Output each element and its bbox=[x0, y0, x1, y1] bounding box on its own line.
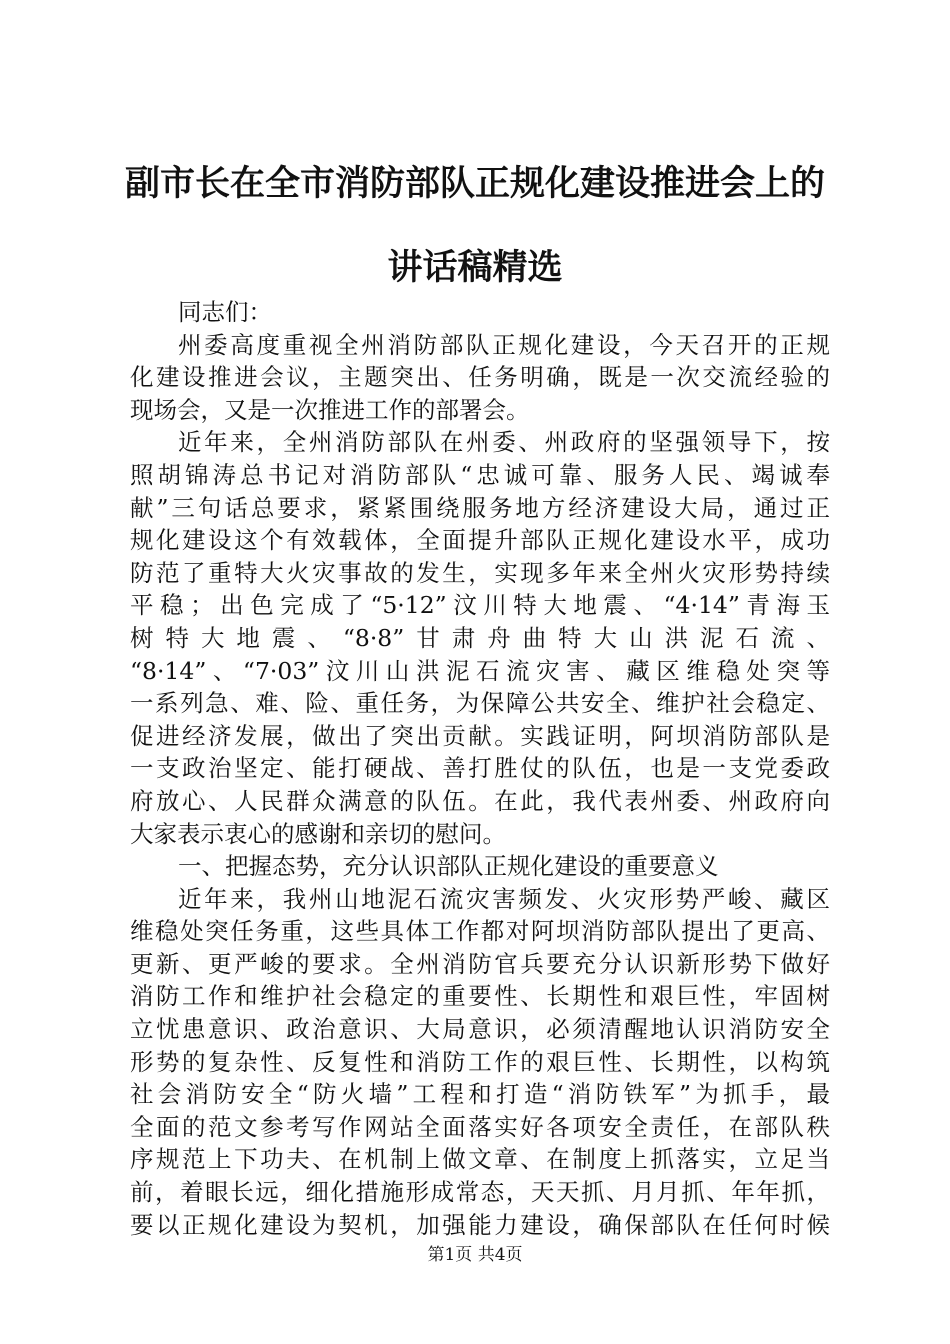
text-line: 照胡锦涛总书记对消防部队“忠诚可靠、服务人民、竭诚奉 bbox=[130, 460, 830, 489]
text-line: 维稳处突任务重，这些具体工作都对阿坝消防部队提出了更高、 bbox=[130, 917, 830, 946]
text-line: 现场会，又是一次推进工作的部署会。 bbox=[130, 395, 530, 424]
page-number-footer: 第1页 共4页 bbox=[427, 1245, 523, 1265]
text-line: 同志们： bbox=[178, 298, 272, 326]
text-line: 全面的范文参考写作网站全面落实好各项安全责任，在部队秩 bbox=[130, 1112, 830, 1141]
document-title-line-1: 副市长在全市消防部队正规化建设推进会上的 bbox=[124, 164, 825, 204]
text-line: 化建设推进会议，主题突出、任务明确，既是一次交流经验的 bbox=[130, 363, 830, 392]
text-line: 州委高度重视全州消防部队正规化建设，今天召开的正规 bbox=[178, 330, 830, 359]
text-line: 树特大地震、“8·8”甘肃舟曲特大山洪泥石流、 bbox=[130, 623, 830, 652]
text-line: 一系列急、难、险、重任务，为保障公共安全、维护社会稳定、 bbox=[130, 689, 830, 718]
text-line: 要以正规化建设为契机，加强能力建设，确保部队在任何时候 bbox=[130, 1210, 830, 1239]
text-line: 防范了重特大火灾事故的发生，实现多年来全州火灾形势持续 bbox=[130, 558, 830, 587]
text-line: 更新、更严峻的要求。全州消防官兵要充分认识新形势下做好 bbox=[130, 949, 830, 978]
document-body bbox=[130, 296, 830, 1241]
text-line: 平稳；出色完成了“5·12”汶川特大地震、“4·14”青海玉 bbox=[130, 591, 830, 620]
document-title-line-2: 讲话稿精选 bbox=[387, 248, 563, 288]
text-line: 近年来，我州山地泥石流灾害频发、火灾形势严峻、藏区 bbox=[178, 884, 830, 913]
section-heading: 一、把握态势，充分认识部队正规化建设的重要意义 bbox=[178, 852, 719, 881]
text-line: 消防工作和维护社会稳定的重要性、长期性和艰巨性，牢固树 bbox=[130, 982, 830, 1011]
text-line: 献”三句话总要求，紧紧围绕服务地方经济建设大局，通过正 bbox=[130, 493, 830, 522]
text-line: 规化建设这个有效载体，全面提升部队正规化建设水平，成功 bbox=[130, 526, 830, 555]
text-line: 大家表示衷心的感谢和亲切的慰问。 bbox=[130, 819, 506, 848]
text-line: 序规范上下功夫、在机制上做文章、在制度上抓落实，立足当 bbox=[130, 1145, 830, 1174]
text-line: 府放心、人民群众满意的队伍。在此，我代表州委、州政府向 bbox=[130, 786, 830, 815]
text-line: “8·14”、“7·03”汶川山洪泥石流灾害、藏区维稳处突等 bbox=[130, 656, 830, 685]
text-line: 促进经济发展，做出了突出贡献。实践证明，阿坝消防部队是 bbox=[130, 721, 830, 750]
text-line: 一支政治坚定、能打硬战、善打胜仗的队伍，也是一支党委政 bbox=[130, 754, 830, 783]
text-line: 近年来，全州消防部队在州委、州政府的坚强领导下，按 bbox=[178, 428, 830, 457]
text-line: 社会消防安全“防火墙”工程和打造“消防铁军”为抓手，最 bbox=[130, 1080, 830, 1109]
text-line: 前，着眼长远，细化措施形成常态，天天抓、月月抓、年年抓， bbox=[130, 1178, 830, 1207]
text-line: 立忧患意识、政治意识、大局意识，必须清醒地认识消防安全 bbox=[130, 1015, 830, 1044]
text-line: 形势的复杂性、反复性和消防工作的艰巨性、长期性，以构筑 bbox=[130, 1047, 830, 1076]
